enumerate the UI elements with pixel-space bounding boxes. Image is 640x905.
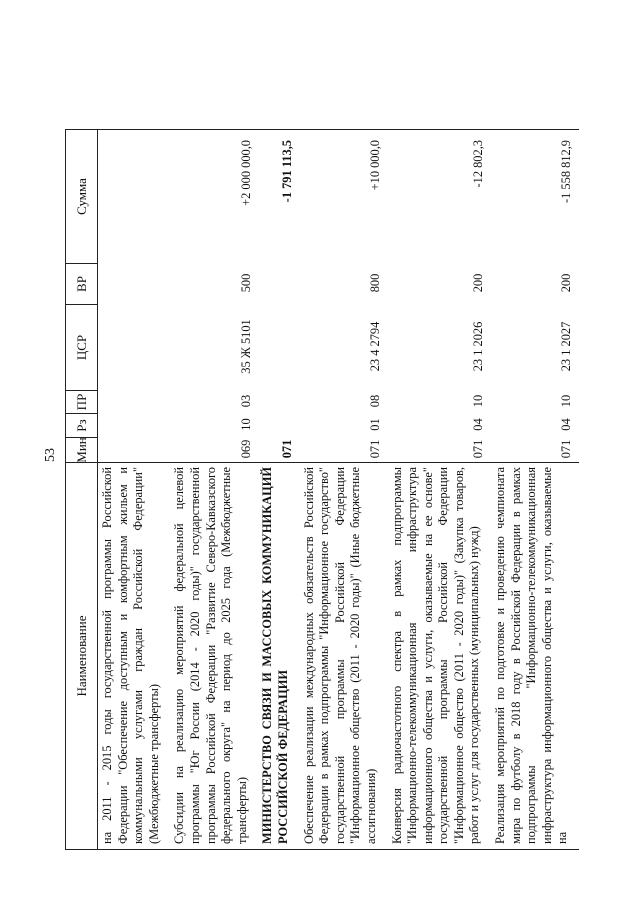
row-1-name-cell: Субсидии на реализацию мероприятий федеральной целевой программы "Юг России (2014 - 2020 годы)" государственной программы Российской Федерации "Развитие Северо-Кавказского федерального округа" на период до 2025 года (Межбюджетные трансферты) [170, 462, 258, 849]
header-pr: ПР [65, 390, 98, 413]
row-0-vr-cell [98, 263, 170, 304]
row-4-vr-cell: 200 [471, 273, 486, 293]
row-2-name-cell: МИНИСТЕРСТВО СВЯЗИ И МАССОВЫХ КОММУНИКАЦИЙ РОССИЙСКОЙ ФЕДЕРАЦИИ [258, 462, 299, 849]
header-csr: ЦСР [65, 304, 98, 390]
row-1-rz-cell: 10 [238, 418, 253, 431]
header-rz: Рз [65, 413, 98, 437]
row-2-vr-cell [258, 263, 299, 304]
row-0-pr-cell [98, 390, 170, 413]
row-2-min-cell: 071 [279, 439, 294, 459]
row-3-sum-cell: +10 000,0 [300, 129, 388, 263]
row-0-sum-cell [98, 129, 170, 263]
table-grid [65, 60, 579, 850]
row-4-min-cell: 071 [471, 439, 486, 459]
header-name: Наименование [65, 462, 98, 849]
row-4-pr-cell: 10 [471, 394, 486, 408]
budget-table [65, 60, 613, 850]
row-5-vr-cell: 200 [559, 273, 574, 293]
row-3-vr-cell: 800 [367, 273, 382, 293]
row-1-pr-cell: 03 [238, 394, 253, 408]
row-2-csr-cell [258, 304, 299, 390]
row-5-csr-cell: 23 1 2027 [559, 321, 574, 372]
row-2-pr-cell [258, 390, 299, 413]
row-2-sum-cell: -1 791 113,5 [258, 129, 299, 263]
row-5-sum-cell: -1 558 812,9 [491, 129, 579, 263]
row-5-min-cell: 071 [559, 439, 574, 459]
row-1-vr-cell: 500 [238, 273, 253, 293]
row-0-csr-cell [98, 304, 170, 390]
row-1-sum-cell: +2 000 000,0 [170, 129, 258, 263]
header-min: Мин [65, 437, 98, 462]
row-0-rz-cell [98, 413, 170, 437]
row-5-rz-cell: 04 [559, 418, 574, 431]
row-4-csr-cell: 23 1 2026 [471, 321, 486, 372]
header-sum: Сумма [65, 129, 98, 263]
row-5-name-cell: Реализация мероприятий по подготовке и проведению чемпионата мира по футболу в 2018 году в Российской Федерации в рамках подпрограммы "Информационно-телекоммуникационная инфраструктура информационного общества и услуги, оказываемые на [491, 462, 579, 849]
row-4-rz-cell: 04 [471, 418, 486, 431]
row-1-min-cell: 069 [238, 439, 253, 459]
row-3-csr-cell: 23 4 2794 [367, 321, 382, 372]
row-3-pr-cell: 08 [367, 394, 382, 408]
row-4-name-cell: Конверсия радиочастотного спектра в рамках подпрограммы "Информационно-телекоммуникационная инфраструктура информационного общества и услуги, оказываемые на ее основе" государственной программы Российской Федерации "Информационное общество (2011 - 2020 годы)" (Закупка товаров, работ и услуг для государственных (муниципальных) нужд) [388, 462, 492, 849]
row-0-min-cell [98, 437, 170, 462]
row-4-sum-cell: -12 802,3 [388, 129, 492, 263]
header-vr: ВР [65, 263, 98, 304]
row-5-pr-cell: 10 [559, 394, 574, 408]
row-1-csr-cell: 35 Ж 5101 [238, 319, 253, 374]
row-3-rz-cell: 01 [367, 418, 382, 431]
row-3-name-cell: Обеспечение реализации международных обязательств Российской Федерации в рамках подпрограммы "Информационное государство" государственной программы Российской Федерации "Информационное общество (2011 - 2020 годы)" (Иные бюджетные ассигнования) [300, 462, 388, 849]
row-0-name-cell: на 2011 - 2015 годы государственной программы Российской Федерации "Обеспечение доступным и комфортным жильем и коммунальными услугами граждан Российской Федерации" (Межбюджетные трансферты) [98, 462, 170, 849]
page-number: 53 [43, 448, 58, 462]
row-3-min-cell: 071 [367, 439, 382, 459]
row-2-rz-cell [258, 413, 299, 437]
